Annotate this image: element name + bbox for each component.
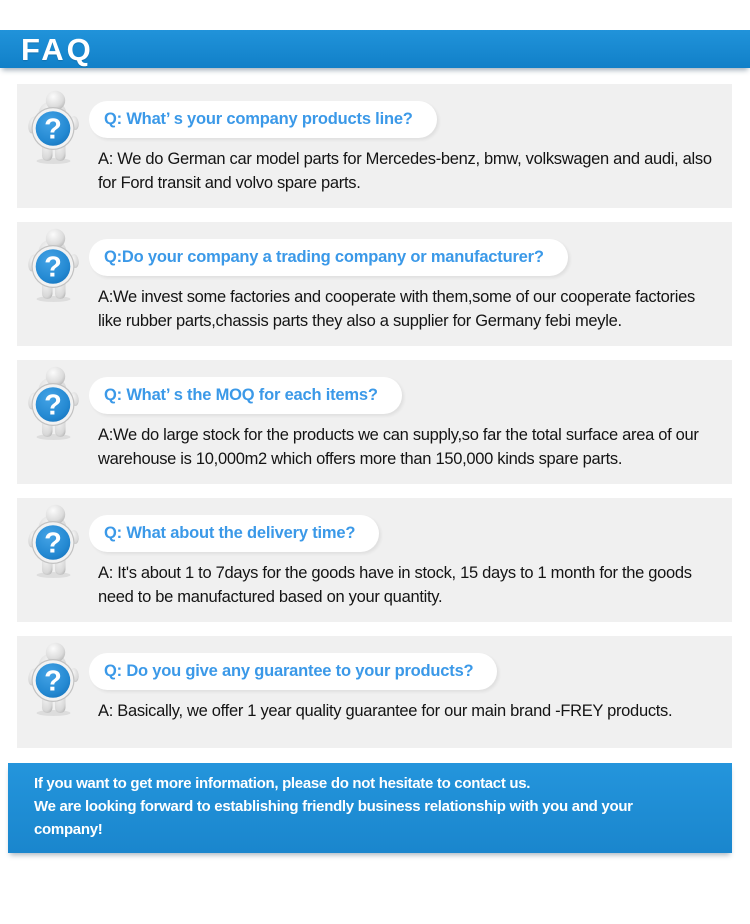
question-text: Q: What’ s your company products line? [104, 110, 413, 128]
faq-content [89, 226, 722, 333]
faq-content [89, 88, 722, 195]
question-text: Q: Do you give any guarantee to your products? [104, 662, 474, 680]
footer-line-1: If you want to get more information, please do not hesitate to contact us. [34, 775, 531, 792]
faq-content [89, 364, 722, 471]
answer-text: A:We invest some factories and cooperate with them,some of our cooperate factories like rubber parts,chassis parts they also a supplier for Germany febi meyle. [98, 288, 695, 330]
faq-list [17, 84, 732, 748]
faq-content [89, 640, 722, 735]
faq-header-bar [0, 30, 750, 68]
faq-item-4 [17, 498, 732, 622]
footer-line-2: We are looking forward to establishing friendly business relationship with you and your company! [34, 798, 633, 838]
faq-page [0, 30, 750, 924]
contact-footer-bar [8, 763, 732, 853]
question-bubble [89, 653, 497, 690]
answer-text: A:We do large stock for the products we can supply,so far the total surface area of our warehouse is 10,000m2 which offers more than 150,000 kinds spare parts. [98, 426, 699, 468]
question-text: Q:Do your company a trading company or manufacturer? [104, 248, 544, 266]
question-bubble [89, 101, 437, 138]
question-figurine-icon [25, 502, 89, 609]
answer-text: A: Basically, we offer 1 year quality guarantee for our main brand -FREY products. [98, 702, 673, 720]
faq-item-5 [17, 636, 732, 748]
question-bubble [89, 515, 379, 552]
answer-text: A: It's about 1 to 7days for the goods have in stock, 15 days to 1 month for the goods need to be manufactured based on your quantity. [98, 564, 692, 606]
question-figurine-icon [25, 88, 89, 195]
faq-content [89, 502, 722, 609]
question-text: Q: What about the delivery time? [104, 524, 356, 542]
faq-item-2 [17, 222, 732, 346]
faq-item-3 [17, 360, 732, 484]
answer-text: A: We do German car model parts for Mercedes-benz, bmw, volkswagen and audi, also for Ford transit and volvo spare parts. [98, 150, 712, 192]
question-text: Q: What’ s the MOQ for each items? [104, 386, 378, 404]
question-bubble [89, 239, 568, 276]
question-figurine-icon [25, 640, 89, 735]
faq-item-1 [17, 84, 732, 208]
question-figurine-icon [25, 226, 89, 333]
question-bubble [89, 377, 402, 414]
page-title: FAQ [21, 31, 94, 67]
question-figurine-icon [25, 364, 89, 471]
